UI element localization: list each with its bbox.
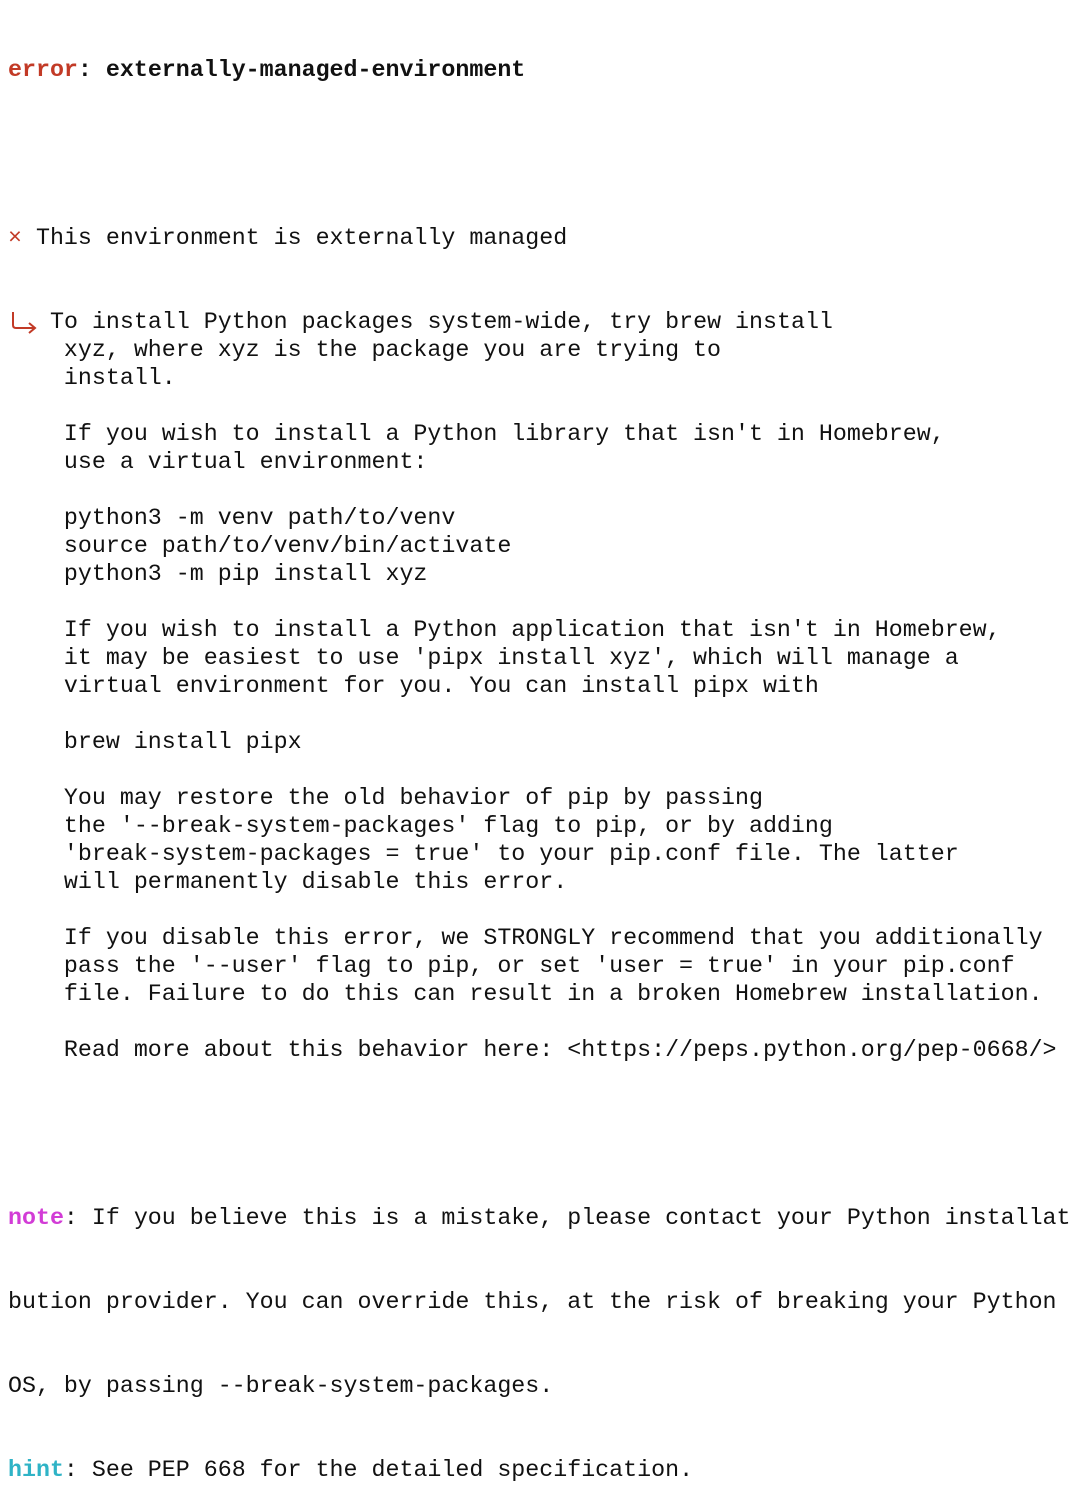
detail-line xyxy=(8,560,1072,588)
detail-line xyxy=(8,364,1072,392)
detail-line xyxy=(8,392,1072,420)
detail-line xyxy=(8,448,1072,476)
error-label: error xyxy=(8,57,78,83)
detail-line xyxy=(8,504,1072,532)
detail-text: If you wish to install a Python application that isn't in Homebrew, xyxy=(63,617,1001,643)
detail-line xyxy=(8,840,1072,868)
detail-text: If you disable this error, we STRONGLY recommend that you additionally xyxy=(63,925,1043,951)
detail-line xyxy=(8,868,1072,896)
detail-line xyxy=(8,420,1072,448)
detail-text: xyz, where xyz is the package you are trying to xyxy=(63,337,722,363)
detail-text: You may restore the old behavior of pip by passing xyxy=(63,785,763,811)
terminal-output xyxy=(8,0,1072,1512)
detail-text: install. xyxy=(63,365,176,391)
detail-text: file. Failure to do this can result in a broken Homebrew installation. xyxy=(63,981,1043,1007)
hint-label: hint xyxy=(8,1457,64,1483)
detail-line xyxy=(8,896,1072,924)
note-text: If you believe this is a mistake, please contact your Python installat xyxy=(91,1205,1071,1231)
detail-text: python3 -m pip install xyz xyxy=(63,561,428,587)
detail-line xyxy=(8,476,1072,504)
error-code: externally-managed-environment xyxy=(105,57,526,83)
hint-sep: : xyxy=(63,1457,92,1483)
blank-line xyxy=(8,140,1072,168)
detail-text: Read more about this behavior here: <https://peps.python.org/pep-0668/> xyxy=(63,1037,1057,1063)
detail-text: 'break-system-packages = true' to your pip.conf file. The latter xyxy=(63,841,959,867)
hint-line xyxy=(8,1456,1072,1484)
detail-line xyxy=(8,924,1072,952)
detail-text: use a virtual environment: xyxy=(63,449,428,475)
detail-line xyxy=(8,616,1072,644)
detail-text: source path/to/venv/bin/activate xyxy=(63,533,512,559)
detail-line xyxy=(8,784,1072,812)
error-line xyxy=(8,56,1072,84)
detail-line xyxy=(8,532,1072,560)
note-sep: : xyxy=(63,1205,92,1231)
detail-line xyxy=(8,728,1072,756)
detail-text: virtual environment for you. You can install pipx with xyxy=(63,673,819,699)
note-continuation: OS, by passing --break-system-packages. xyxy=(8,1373,554,1399)
summary-text: This environment is externally managed xyxy=(35,225,568,251)
detail-line xyxy=(8,588,1072,616)
detail-text: pass the '--user' flag to pip, or set 'user = true' in your pip.conf xyxy=(63,953,1015,979)
note-line xyxy=(8,1204,1072,1232)
summary-line xyxy=(8,224,1072,252)
hint-text: See PEP 668 for the detailed specification. xyxy=(91,1457,694,1483)
cross-icon: × xyxy=(8,225,22,251)
detail-text: the '--break-system-packages' flag to pip, or by adding xyxy=(63,813,833,839)
detail-text: will permanently disable this error. xyxy=(63,869,568,895)
detail-text: python3 -m venv path/to/venv xyxy=(63,505,456,531)
detail-text: brew install pipx xyxy=(63,729,302,755)
detail-line xyxy=(8,980,1072,1008)
detail-line xyxy=(8,672,1072,700)
blank-line xyxy=(8,1120,1072,1148)
detail-line xyxy=(8,644,1072,672)
error-details xyxy=(8,308,1072,1064)
detail-line xyxy=(8,812,1072,840)
detail-line xyxy=(8,336,1072,364)
error-sep: : xyxy=(77,57,106,83)
detail-line xyxy=(8,1008,1072,1036)
note-continuation: bution provider. You can override this, at the risk of breaking your Python xyxy=(8,1289,1057,1315)
detail-line xyxy=(8,1036,1072,1064)
detail-text: it may be easiest to use 'pipx install xyz', which will manage a xyxy=(63,645,959,671)
detail-line xyxy=(8,308,1072,336)
detail-text: To install Python packages system-wide, try brew install xyxy=(50,309,833,335)
detail-line xyxy=(8,756,1072,784)
note-label: note xyxy=(8,1205,64,1231)
detail-line xyxy=(8,700,1072,728)
return-arrow-icon xyxy=(8,308,50,336)
detail-text: If you wish to install a Python library that isn't in Homebrew, xyxy=(63,421,945,447)
detail-line xyxy=(8,952,1072,980)
